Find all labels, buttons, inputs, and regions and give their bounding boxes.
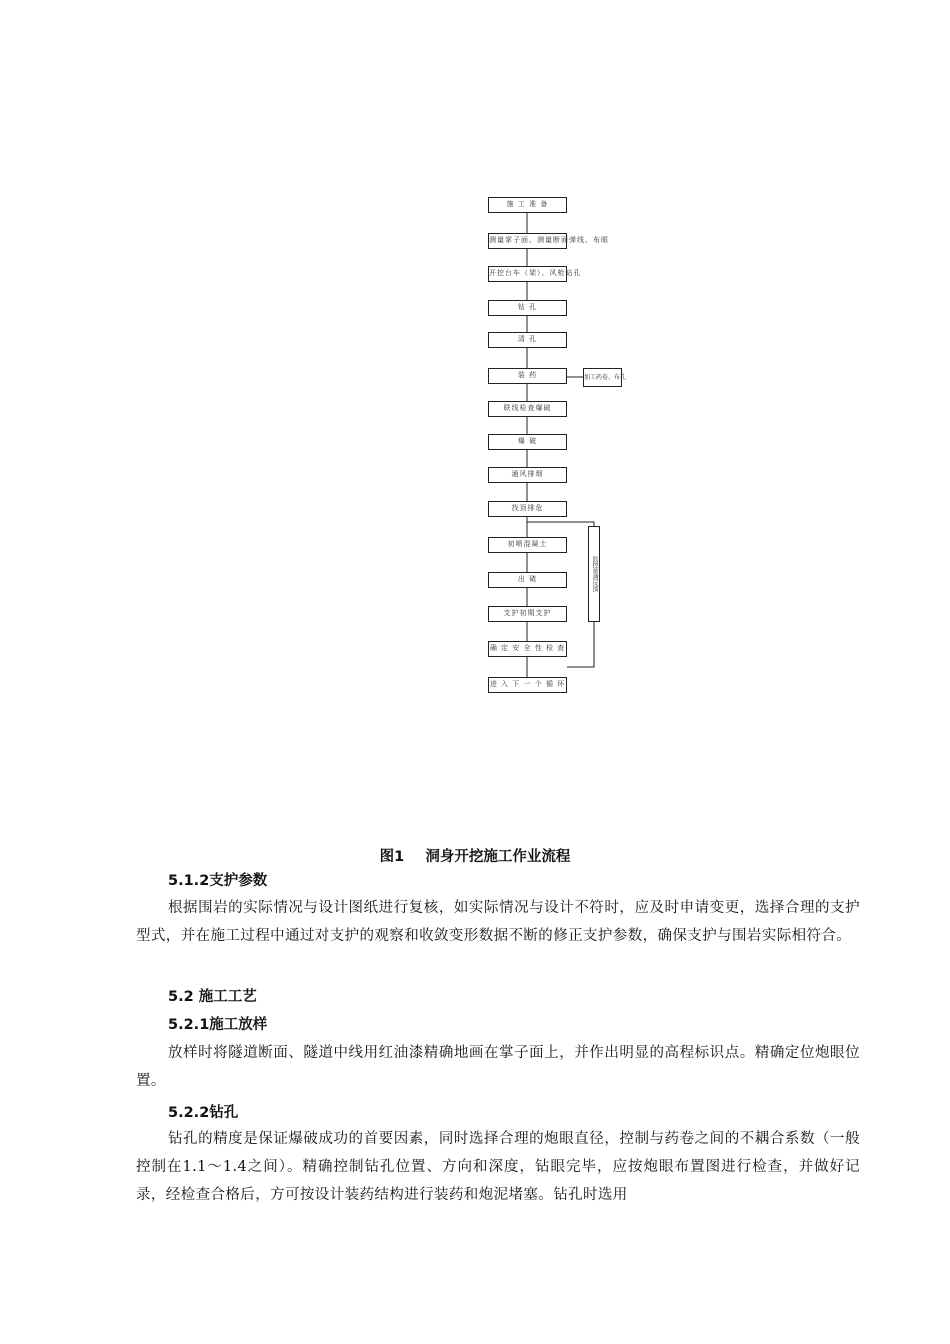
heading-5-2-2: 5.2.2钻孔 [168,1105,239,1121]
flow-step-6: 装 药 [488,368,567,384]
flow-loop-note: 监控量测反馈 [588,526,600,622]
figure-title: 洞身开挖施工作业流程 [425,849,571,865]
flow-step-5: 清 孔 [488,332,567,348]
flow-step-14: 确 定 安 全 性 检 查 [488,641,567,657]
flow-step-10: 找顶排危 [488,501,567,517]
paragraph-layout: 放样时将隧道断面、隧道中线用红油漆精确地画在掌子面上，并作出明显的高程标识点。精确定位炮眼位置。 [136,1045,860,1089]
heading-5-2: 5.2 施工工艺 [168,989,257,1005]
heading-5-2-1: 5.2.1施工放样 [168,1017,268,1033]
flow-step-3: 开挖台车（架）、风枪钻孔 [488,266,567,282]
paragraph-support-params: 根据围岩的实际情况与设计图纸进行复核，如实际情况与设计不符时，应及时申请变更，选择合理的支护型式，并在施工过程中通过对支护的观察和收敛变形数据不断的修正支护参数，确保支护与围岩实际相符合。 [136,900,860,944]
flow-step-1: 施 工 准 备 [488,197,567,213]
flow-step-9: 通风排烟 [488,467,567,483]
figure-caption [0,845,950,866]
heading-5-1-2: 5.1.2支护参数 [168,873,268,889]
flow-step-12: 出 碴 [488,572,567,588]
flow-step-11: 初喷混凝土 [488,537,567,553]
flow-step-15: 进 入 下 一 个 循 环 [488,677,567,693]
flow-side-note: 加工药卷、布孔 [583,368,622,387]
figure-label: 图1 [379,849,405,865]
flow-step-2: 测量掌子面、测量断面弹线、布眼 [488,233,567,249]
flow-step-8: 爆 破 [488,434,567,450]
paragraph-drilling: 钻孔的精度是保证爆破成功的首要因素，同时选择合理的炮眼直径，控制与药卷之间的不耦合系数（一般控制在1.1～1.4之间）。精确控制钻孔位置、方向和深度，钻眼完毕，应按炮眼布置图进行检查，并做好记录，经检查合格后，方可按设计装药结构进行装药和炮泥堵塞。钻孔时选用 [136,1131,860,1203]
flow-step-4: 钻 孔 [488,300,567,316]
flow-step-7: 联线检查爆破 [488,401,567,417]
flow-step-13: 支护初期支护 [488,606,567,622]
